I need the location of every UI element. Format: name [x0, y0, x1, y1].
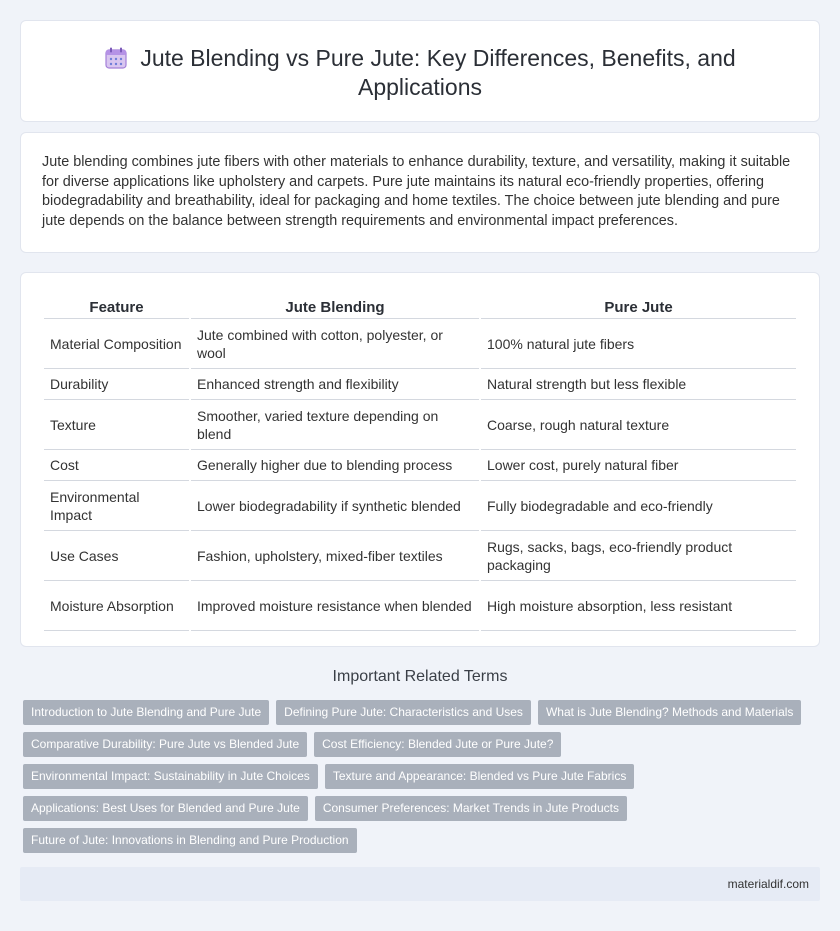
table-cell: Enhanced strength and flexibility — [191, 369, 479, 400]
page-title — [21, 44, 819, 102]
table-cell: Texture — [44, 400, 189, 450]
table-cell: Moisture Absorption — [44, 581, 189, 631]
table-cell: Cost — [44, 450, 189, 481]
table-cell: High moisture absorption, less resistant — [481, 581, 796, 631]
table-row — [44, 400, 796, 450]
header-jute-blending: Jute Blending — [191, 293, 479, 319]
table-row — [44, 450, 796, 481]
table-cell: Natural strength but less flexible — [481, 369, 796, 400]
table-cell: Lower biodegradability if synthetic blended — [191, 481, 479, 531]
related-terms-title: Important Related Terms — [332, 668, 508, 685]
table-row — [44, 319, 796, 369]
table-row — [44, 369, 796, 400]
table-cell: Jute combined with cotton, polyester, or wool — [191, 319, 479, 369]
table-cell: Improved moisture resistance when blended — [191, 581, 479, 631]
related-tag-applications[interactable]: Applications: Best Uses for Blended and Pure Jute — [23, 796, 308, 821]
footer — [20, 867, 820, 901]
intro-card — [20, 132, 820, 253]
related-tag-durability[interactable]: Comparative Durability: Pure Jute vs Blended Jute — [23, 732, 307, 757]
table-cell: Fully biodegradable and eco-friendly — [481, 481, 796, 531]
table-header-row — [44, 293, 796, 319]
calendar-icon — [104, 47, 128, 69]
related-tag-cost-efficiency[interactable]: Cost Efficiency: Blended Jute or Pure Jute? — [314, 732, 561, 757]
table-cell: Generally higher due to blending process — [191, 450, 479, 481]
related-tag-future-of-jute[interactable]: Future of Jute: Innovations in Blending and Pure Production — [23, 828, 357, 853]
footer-site-link[interactable]: materialdif.com — [727, 877, 809, 891]
comparison-table — [42, 293, 798, 631]
table-cell: Material Composition — [44, 319, 189, 369]
related-tag-introduction[interactable]: Introduction to Jute Blending and Pure Jute — [23, 700, 269, 725]
table-row — [44, 481, 796, 531]
title-line-1: Jute Blending vs Pure Jute: Key Differences, Benefits, and — [140, 45, 736, 71]
related-terms-list — [23, 700, 823, 860]
table-cell: Environmental Impact — [44, 481, 189, 531]
table-row — [44, 531, 796, 581]
table-cell: Coarse, rough natural texture — [481, 400, 796, 450]
table-cell: Durability — [44, 369, 189, 400]
table-cell: Use Cases — [44, 531, 189, 581]
header-card — [20, 20, 820, 122]
intro-paragraph: Jute blending combines jute fibers with other materials to enhance durability, texture, and versatility, making it suitable for diverse applications like upholstery and carpets. Pure jute maintains its natural eco-friendly properties, offering biodegradability and breathability, ideal for packaging and home textiles. The choice between jute blending and pure jute depends on the balance between strength requirements and environmental impact preferences. — [42, 154, 791, 229]
title-line-2: Applications — [357, 74, 483, 100]
related-tag-what-is-blending[interactable]: What is Jute Blending? Methods and Materials — [538, 700, 801, 725]
table-cell: 100% natural jute fibers — [481, 319, 796, 369]
header-feature: Feature — [44, 293, 189, 319]
table-cell: Smoother, varied texture depending on blend — [191, 400, 479, 450]
comparison-card — [20, 272, 820, 647]
header-pure-jute: Pure Jute — [481, 293, 796, 319]
related-tag-defining-pure-jute[interactable]: Defining Pure Jute: Characteristics and Uses — [276, 700, 531, 725]
related-tag-environmental-impact[interactable]: Environmental Impact: Sustainability in Jute Choices — [23, 764, 318, 789]
table-cell: Lower cost, purely natural fiber — [481, 450, 796, 481]
table-cell: Fashion, upholstery, mixed-fiber textiles — [191, 531, 479, 581]
related-tag-consumer-preferences[interactable]: Consumer Preferences: Market Trends in Jute Products — [315, 796, 627, 821]
table-row — [44, 581, 796, 631]
related-tag-texture-appearance[interactable]: Texture and Appearance: Blended vs Pure Jute Fabrics — [325, 764, 635, 789]
table-cell: Rugs, sacks, bags, eco-friendly product packaging — [481, 531, 796, 581]
